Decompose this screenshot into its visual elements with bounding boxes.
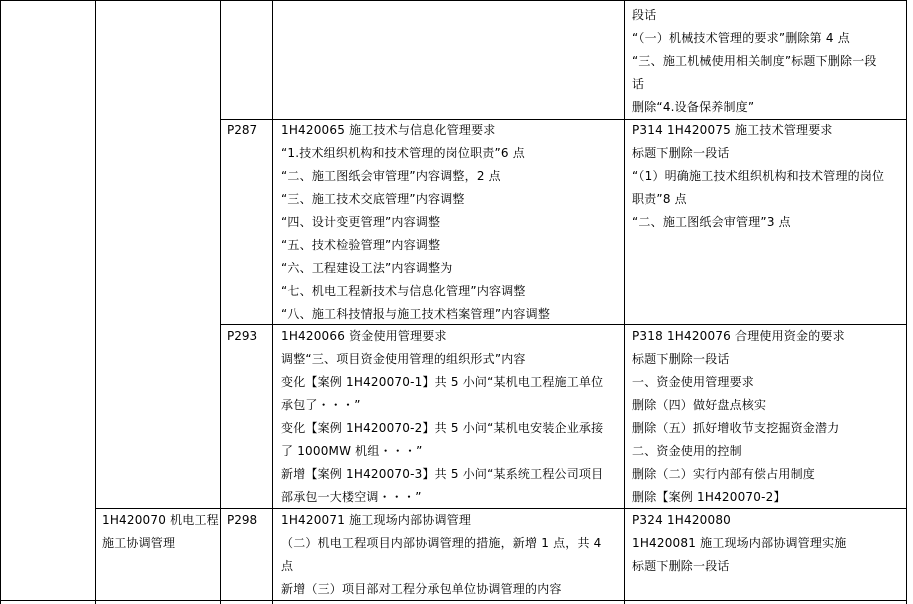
column-divider xyxy=(95,0,96,604)
page-number: P293 xyxy=(227,329,258,343)
table-border-bottom xyxy=(0,600,907,601)
text-line: 1H420066 资金使用管理要求 xyxy=(281,329,447,343)
new-content-cell xyxy=(281,509,623,599)
page-number-cell xyxy=(227,119,271,143)
text-line: 标题下删除一段话 xyxy=(632,559,730,573)
text-line: “三、施工机械使用相关制度”标题下删除一段 xyxy=(632,54,877,68)
column-divider xyxy=(220,0,221,604)
chapter-cell xyxy=(102,509,219,599)
text-line: “五、技术检验管理”内容调整 xyxy=(281,238,441,252)
text-line: “二、施工图纸会审管理”内容调整，2 点 xyxy=(281,169,501,183)
page-number: P298 xyxy=(227,513,258,527)
text-line: “（1）明确施工技术组织机构和技术管理的岗位 xyxy=(632,169,885,183)
column-divider xyxy=(624,0,625,604)
text-line: 承包了・・・” xyxy=(281,398,361,412)
chapter-title-line: 1H420070 机电工程 xyxy=(102,513,219,527)
old-content-cell xyxy=(632,509,904,599)
text-line: 新增（三）项目部对工程分承包单位协调管理的内容 xyxy=(281,582,562,596)
page-number: P287 xyxy=(227,123,258,137)
table-border-top xyxy=(0,0,907,1)
text-line: 段话 xyxy=(632,8,657,22)
old-content-cell xyxy=(632,119,904,324)
old-content-cell xyxy=(632,325,904,508)
text-line: “六、工程建设工法”内容调整为 xyxy=(281,261,453,275)
text-line: 删除（五）抓好增收节支挖掘资金潜力 xyxy=(632,421,840,435)
text-line: 话 xyxy=(632,77,645,91)
text-line: 变化【案例 1H420070-1】共 5 小问“某机电工程施工单位 xyxy=(281,375,604,389)
text-line: P318 1H420076 合理使用资金的要求 xyxy=(632,329,845,343)
text-line: 了 1000MW 机组・・・” xyxy=(281,444,423,458)
text-line: “三、施工技术交底管理”内容调整 xyxy=(281,192,465,206)
text-line: “二、施工图纸会审管理”3 点 xyxy=(632,215,791,229)
text-line: 删除【案例 1H420070-2】 xyxy=(632,490,786,504)
text-line: 删除（四）做好盘点核实 xyxy=(632,398,767,412)
text-line: 二、资金使用的控制 xyxy=(632,444,742,458)
column-divider xyxy=(272,0,273,604)
text-line: 点 xyxy=(281,559,294,573)
text-line: 部承包一大楼空调・・・” xyxy=(281,490,422,504)
text-line: 1H420081 施工现场内部协调管理实施 xyxy=(632,536,847,550)
new-content-cell xyxy=(281,325,623,508)
text-line: “1.技术组织机构和技术管理的岗位职责”6 点 xyxy=(281,146,525,160)
text-line: （二）机电工程项目内部协调管理的措施，新增 1 点，共 4 xyxy=(281,536,602,550)
text-line: 变化【案例 1H420070-2】共 5 小问“某机电安装企业承接 xyxy=(281,421,604,435)
page-number-cell xyxy=(227,325,271,349)
text-line: 删除（二）实行内部有偿占用制度 xyxy=(632,467,816,481)
text-line: “七、机电工程新技术与信息化管理”内容调整 xyxy=(281,284,526,298)
table-border-left xyxy=(0,0,1,604)
chapter-title-line: 施工协调管理 xyxy=(102,536,176,550)
text-line: 职责”8 点 xyxy=(632,192,687,206)
table-border-right xyxy=(906,0,907,604)
old-content-cell xyxy=(632,4,904,118)
text-line: 删除“4.设备保养制度” xyxy=(632,100,755,114)
text-line: “（一）机械技术管理的要求”删除第 4 点 xyxy=(632,31,850,45)
text-line: 标题下删除一段话 xyxy=(632,352,730,366)
text-line: 调整“三、项目资金使用管理的组织形式”内容 xyxy=(281,352,526,366)
text-line: “四、设计变更管理”内容调整 xyxy=(281,215,441,229)
text-line: 新增【案例 1H420070-3】共 5 小问“某系统工程公司项目 xyxy=(281,467,604,481)
text-line: 一、资金使用管理要求 xyxy=(632,375,755,389)
text-line: 1H420065 施工技术与信息化管理要求 xyxy=(281,123,496,137)
text-line: 1H420071 施工现场内部协调管理 xyxy=(281,513,472,527)
text-line: “八、施工科技情报与施工技术档案管理”内容调整 xyxy=(281,307,551,321)
text-line: P314 1H420075 施工技术管理要求 xyxy=(632,123,833,137)
text-line: P324 1H420080 xyxy=(632,513,732,527)
new-content-cell xyxy=(281,119,623,324)
text-line: 标题下删除一段话 xyxy=(632,146,730,160)
page-number-cell xyxy=(227,509,271,533)
